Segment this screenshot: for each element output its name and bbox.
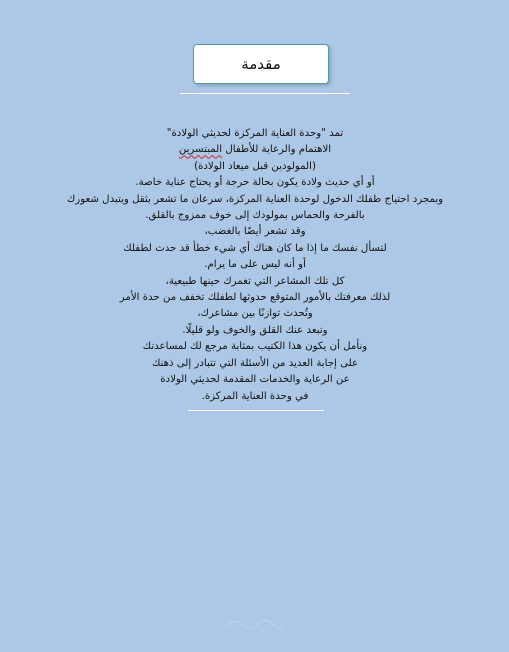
top-divider <box>180 93 350 94</box>
text-line-17: في وحدة العناية المركزة. <box>201 390 309 402</box>
text-line-1: تمد "وحدة العناية المركزة لحديثي الولادة" <box>166 128 344 139</box>
page-title: مقدمة <box>241 55 281 73</box>
text-line-4: أو أي حديث ولادة يكون بحالة حرجة أو يحتاج عناية خاصة. <box>135 177 375 189</box>
bottom-divider <box>188 410 324 411</box>
title-box <box>193 44 329 84</box>
text-line-11: لذلك معرفتك بالأمور المتوقع حدوثها لطفلك تخفف من حدة الأمر <box>119 292 391 304</box>
text-line-10: كل تلك المشاعر التي تغمرك حينها طبيعية، <box>165 275 345 287</box>
text-line-8: لتسأل نفسك ما إذا ما كان هناك أي شيء خطأ قد حدث لطفلك <box>123 242 387 254</box>
text-line-13: وتبعد عنك القلق والخوف ولو قليلًا. <box>182 324 328 336</box>
text-line-12: وتُحدث توازنًا بين مشاعرك، <box>197 308 313 320</box>
text-line-3: (المولودين قبل ميعاد الولادة) <box>194 160 316 172</box>
text-line-2-start: الاهتمام والرعاية للأطفال <box>222 144 332 156</box>
text-line-15: على إجابة العديد من الأسئلة التي تتبادر إلى ذهنك <box>151 357 359 369</box>
faint-watermark <box>222 616 286 630</box>
text-line-14: ونأمل أن يكون هذا الكتيب بمثابة مرجع لك لمساعدتك <box>142 341 368 353</box>
text-line-5: وبمجرد احتياج طفلك الدخول لوحدة العناية المركزة، سرعان ما تشعر بثقل ويتبدل شعورك <box>66 193 444 205</box>
text-line-9: أو أنه ليس على ما يرام. <box>204 259 306 271</box>
intro-paragraph <box>40 126 470 405</box>
spellcheck-flagged-word: المبتسرين <box>178 144 223 156</box>
text-line-6: بالفرحة والحماس بمولودك إلى خوف ممزوج بالقلق. <box>145 210 365 222</box>
text-line-7: وقد تشعر أيضًا بالغضب، <box>204 226 306 238</box>
text-line-2 <box>40 142 470 158</box>
text-line-16: عن الرعاية والخدمات المقدمة لحديثي الولادة <box>160 374 350 386</box>
